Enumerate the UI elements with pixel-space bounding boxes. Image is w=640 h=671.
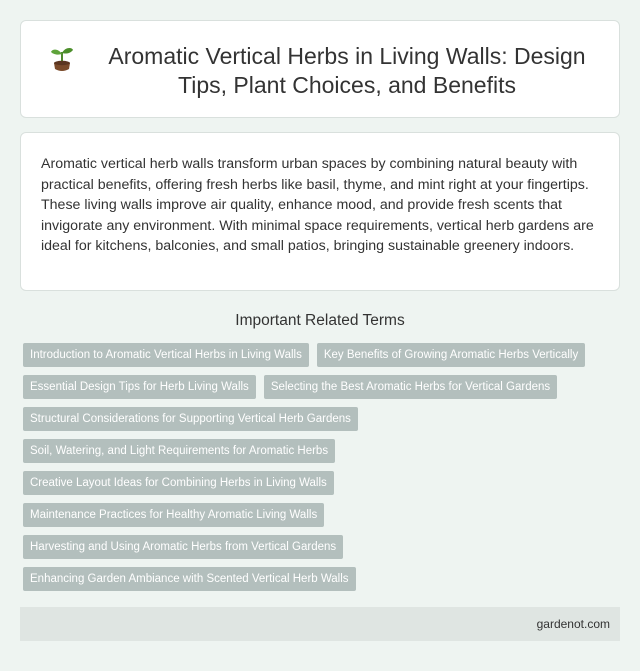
related-term-tag[interactable]: Creative Layout Ideas for Combining Herbs in Living Walls bbox=[23, 471, 334, 495]
related-term-tag[interactable]: Harvesting and Using Aromatic Herbs from Vertical Gardens bbox=[23, 535, 343, 559]
related-term-tag[interactable]: Maintenance Practices for Healthy Aromatic Living Walls bbox=[23, 503, 324, 527]
related-term-tag[interactable]: Key Benefits of Growing Aromatic Herbs Vertically bbox=[317, 343, 585, 367]
page-title: Aromatic Vertical Herbs in Living Walls: Design Tips, Plant Choices, and Benefits bbox=[108, 43, 586, 98]
related-term-tag[interactable]: Soil, Watering, and Light Requirements for Aromatic Herbs bbox=[23, 439, 335, 463]
intro-paragraph: Aromatic vertical herb walls transform urban spaces by combining natural beauty with practical benefits, offering fresh herbs like basil, thyme, and mint right at your fingertips. These living walls improve air quality, enhance mood, and provide fresh scents that invigorate any environment. With minimal space requirements, vertical herb gardens are ideal for kitchens, balconies, and small patios, bringing sustainable greenery indoors. bbox=[41, 156, 594, 255]
intro-card bbox=[20, 132, 620, 291]
related-term-tag[interactable]: Essential Design Tips for Herb Living Walls bbox=[23, 375, 256, 399]
related-terms-heading: Important Related Terms bbox=[235, 312, 405, 329]
sprout-icon bbox=[48, 44, 76, 74]
footer bbox=[20, 607, 620, 641]
related-term-tag[interactable]: Selecting the Best Aromatic Herbs for Vertical Gardens bbox=[264, 375, 557, 399]
footer-site-link[interactable]: gardenot.com bbox=[536, 617, 610, 631]
related-terms-list bbox=[23, 343, 623, 591]
related-term-tag[interactable]: Enhancing Garden Ambiance with Scented Vertical Herb Walls bbox=[23, 567, 356, 591]
related-term-tag[interactable]: Structural Considerations for Supporting Vertical Herb Gardens bbox=[23, 407, 358, 431]
related-term-tag[interactable]: Introduction to Aromatic Vertical Herbs in Living Walls bbox=[23, 343, 309, 367]
